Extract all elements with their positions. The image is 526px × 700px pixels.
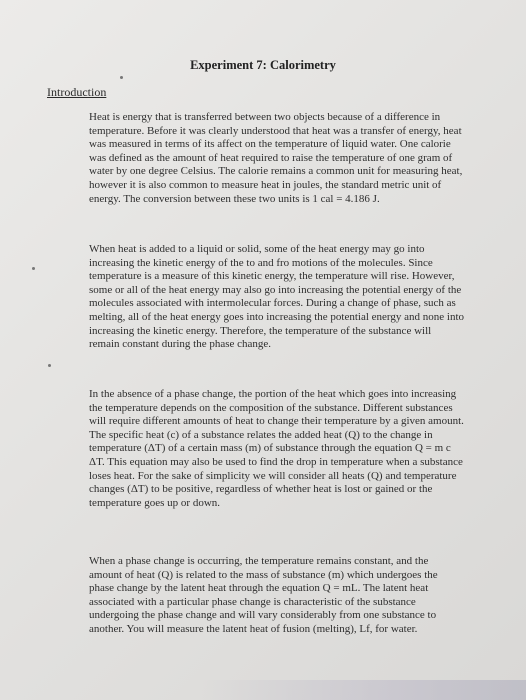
show-through-shadow xyxy=(200,680,526,700)
stray-mark xyxy=(32,267,35,270)
paragraph-kinetic-potential-energy: When heat is added to a liquid or solid, some of the heat energy may go into increasing the kinetic energy of the to and fro motions of the molecules. Since temperature is a measure of this kinetic energy, the temperature will rise. However, some or all of the heat energy may also go into increasing the potential energy of the molecules associated with intermolecular forces. During a change of phase, such as melting, all of the heat energy goes into increasing the potential energy and none into increasing the kinetic energy. Therefore, the temperature of the substance will remain constant during the phase change. xyxy=(89,243,465,351)
paragraph-specific-heat: In the absence of a phase change, the portion of the heat which goes into increasing the temperature depends on the composition of the substance. Different substances will require different amounts of heat to change their temperature by a given amount. The specific heat (c) of a substance relates the added heat (Q) to the change in temperature (ΔT) of a certain mass (m) of substance through the equation Q = m c ΔT. This equation may also be used to find the drop in temperature when a substance loses heat. For the sake of simplicity we will consider all heats (Q) and temperature changes (ΔT) to be positive, regardless of whether heat is lost or gained or the temperature goes up or down. xyxy=(89,388,464,509)
paragraph-latent-heat: When a phase change is occurring, the temperature remains constant, and the amount of heat (Q) is related to the mass of substance (m) which undergoes the phase change by the latent heat through the equation Q = mL. The latent heat associated with a particular phase change is characteristic of the substance undergoing the phase change and will vary considerably from one substance to another. You will measure the latent heat of fusion (melting), Lf, for water. xyxy=(89,555,438,635)
stray-mark xyxy=(48,364,51,367)
paragraph-heat-definition: Heat is energy that is transferred between two objects because of a difference in temperature. Before it was clearly understood that heat was a transfer of energy, heat was measured in terms of its affect on the temperature of liquid water. One calorie was defined as the amount of heat required to raise the temperature of one gram of water by one degree Celsius. The calorie remains a common unit for measuring heat, however it is also common to measure heat in joules, the standard metric unit of energy. The conversion between these two units is 1 cal = 4.186 J. xyxy=(89,111,463,205)
stray-mark xyxy=(120,76,123,79)
document-title: Experiment 7: Calorimetry xyxy=(190,58,336,72)
section-heading-introduction: Introduction xyxy=(47,85,107,99)
